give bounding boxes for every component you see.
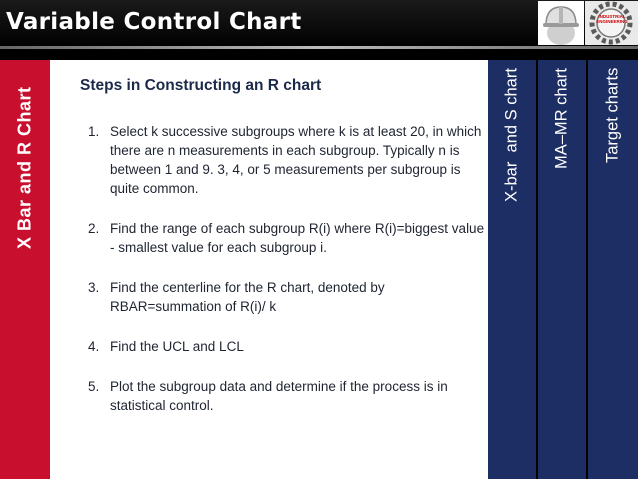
- step-number: 4.: [88, 339, 100, 354]
- helmet-icon: [538, 1, 584, 45]
- section-heading: Steps in Constructing an R chart: [80, 77, 322, 94]
- step-text: Find the range of each subgroup R(i) where R(i)=biggest value - smallest value for each subgroup i.: [110, 221, 485, 255]
- step-text: Find the UCL and LCL: [110, 339, 244, 354]
- logo-text: INDUSTRIAL ENGINEERING: [596, 14, 628, 24]
- slide-title: Variable Control Chart: [6, 9, 302, 35]
- step-item: [88, 278, 488, 316]
- content-panel: [50, 60, 488, 479]
- tab-label: X-bar and S chart: [502, 68, 521, 202]
- tab-label: MA–MR chart: [552, 68, 571, 169]
- tab-label: Target charts: [603, 68, 622, 164]
- tab-x-bar-and-s-chart[interactable]: [488, 60, 536, 479]
- step-number: 5.: [88, 379, 100, 394]
- tab-label: X Bar and R Chart: [14, 86, 35, 249]
- step-number: 1.: [88, 124, 100, 139]
- step-number: 2.: [88, 221, 100, 236]
- step-text: Select k successive subgroups where k is at least 20, in which there are n measurements in each subgroup. Typically n is between 1 and 9. 3, 4, or 5 measurements per subgroup is quite common.: [110, 124, 482, 196]
- step-text: Plot the subgroup data and determine if the process is in statistical control.: [110, 379, 448, 413]
- tab-x-bar-and-r-chart[interactable]: [0, 60, 50, 479]
- step-item: [88, 219, 488, 257]
- step-item: [88, 337, 488, 356]
- tab-target-charts[interactable]: [588, 60, 638, 479]
- step-text: Find the centerline for the R chart, denoted by RBAR=summation of R(i)/ k: [110, 280, 385, 314]
- header-divider: [0, 46, 638, 49]
- step-item: [88, 122, 488, 198]
- step-number: 3.: [88, 280, 100, 295]
- gear-logo: [585, 1, 638, 45]
- steps-list: [88, 122, 488, 436]
- tab-ma-mr-chart[interactable]: [538, 60, 586, 479]
- header-bar: [0, 0, 638, 48]
- step-item: [88, 377, 488, 415]
